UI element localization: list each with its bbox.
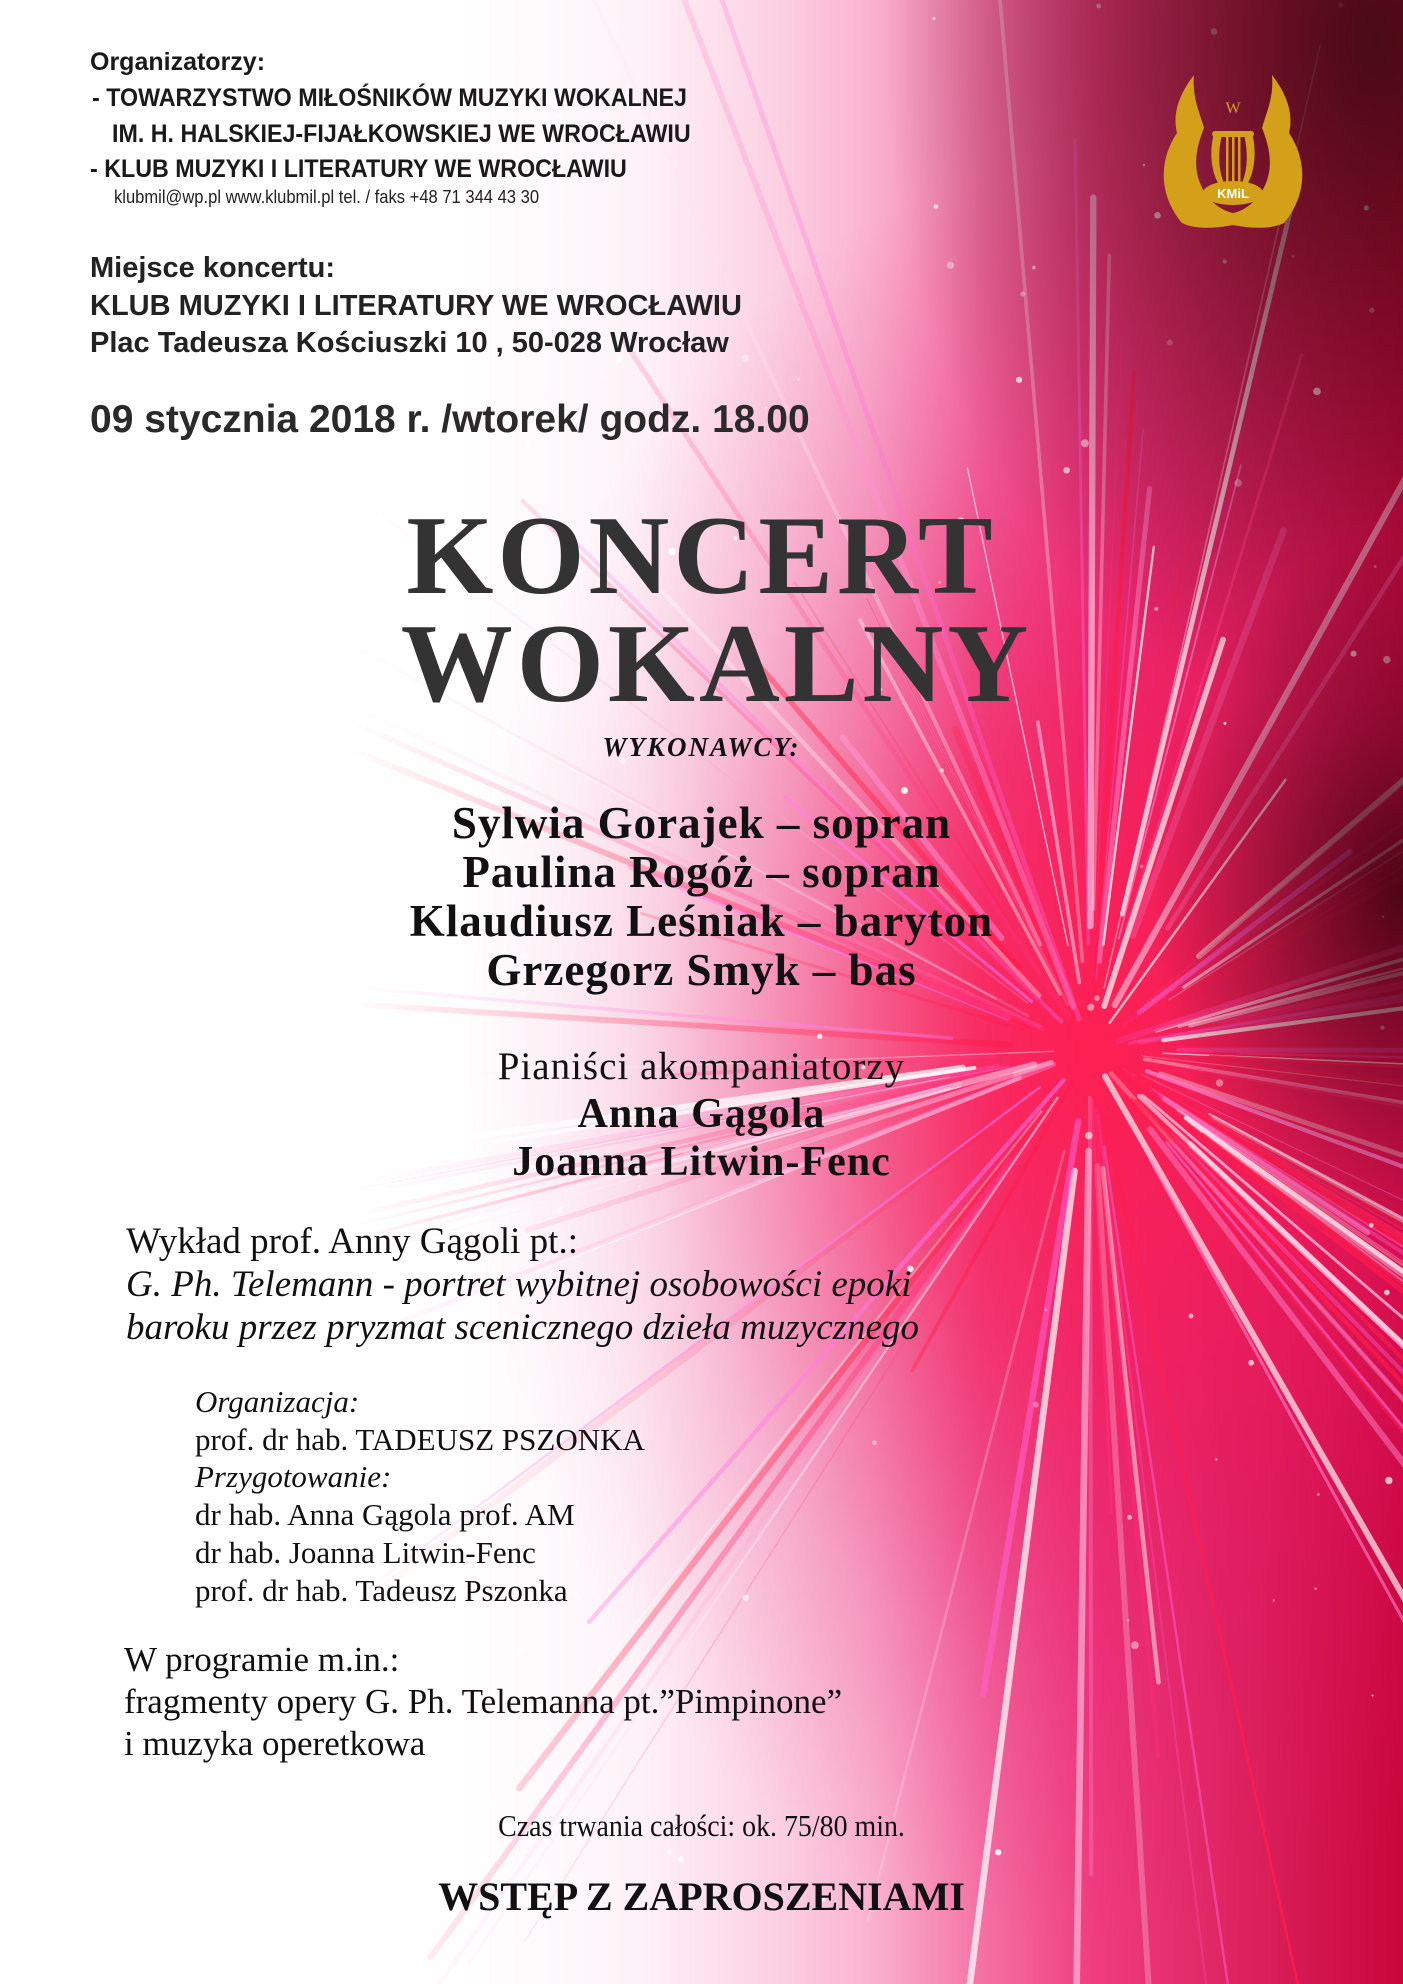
organizer-line-2: IM. H. HALSKIEJ-FIJAŁKOWSKIEJ WE WROCŁAWIU <box>112 120 691 148</box>
lyre-flame-logo-icon <box>1152 73 1314 233</box>
duration-line: Czas trwania całości: ok. 75/80 min. <box>498 1808 905 1843</box>
program-line-1: fragmenty opery G. Ph. Telemanna pt.”Pimpinone” <box>124 1682 843 1721</box>
contact-line: klubmil@wp.pl www.klubmil.pl tel. / faks +48 71 344 43 30 <box>114 187 540 207</box>
performer-item: Sylwia Gorajek – sopran <box>451 798 952 848</box>
venue-address: Plac Tadeusza Kościuszki 10 , 50-028 Wrocław <box>90 327 729 359</box>
program-line-2: i muzyka operetkowa <box>124 1724 426 1763</box>
logo-top-letter: W <box>1225 100 1241 117</box>
pianists-heading: Pianiści akompaniatorzy <box>497 1045 906 1088</box>
performer-item: Klaudiusz Leśniak – baryton <box>409 896 994 946</box>
lecture-title-line-2: baroku przez pryzmat scenicznego dzieła muzycznego <box>126 1307 919 1348</box>
performer-item: Paulina Rogóż – sopran <box>462 847 941 897</box>
preparation-item: dr hab. Anna Gągola prof. AM <box>195 1497 575 1532</box>
organizer-line-1: - TOWARZYSTWO MIŁOŚNIKÓW MUZYKI WOKALNEJ <box>92 84 687 112</box>
pianist-item: Joanna Litwin-Fenc <box>512 1139 891 1185</box>
logo-text: KMiL <box>1217 186 1249 201</box>
performer-item: Grzegorz Smyk – bas <box>486 945 917 995</box>
program-heading: W programie m.in.: <box>124 1640 400 1679</box>
organization-value: prof. dr hab. TADEUSZ PSZONKA <box>195 1422 645 1457</box>
performers-heading: WYKONAWCY: <box>602 732 801 762</box>
date-time-line: 09 stycznia 2018 r. /wtorek/ godz. 18.00 <box>90 398 810 441</box>
organizer-line-3: - KLUB MUZYKI I LITERATURY WE WROCŁAWIU <box>90 155 627 183</box>
venue-name: KLUB MUZYKI I LITERATURY WE WROCŁAWIU <box>90 290 742 322</box>
entry-line: WSTĘP Z ZAPROSZENIAMI <box>438 1874 965 1919</box>
preparation-item: dr hab. Joanna Litwin-Fenc <box>195 1535 536 1570</box>
venue-heading: Miejsce koncertu: <box>90 252 335 284</box>
title-line-1: KONCERT <box>406 494 997 618</box>
pianist-item: Anna Gągola <box>577 1091 826 1137</box>
lecture-title-line-1: G. Ph. Telemann - portret wybitnej osobowości epoki <box>126 1264 912 1305</box>
preparation-label: Przygotowanie: <box>195 1459 392 1494</box>
title-line-2: WOKALNY <box>400 602 1033 726</box>
preparation-item: prof. dr hab. Tadeusz Pszonka <box>195 1573 568 1608</box>
lecture-heading: Wykład prof. Anny Gągoli pt.: <box>126 1221 578 1262</box>
organization-label: Organizacja: <box>195 1384 360 1419</box>
organizers-heading: Organizatorzy: <box>90 48 266 76</box>
